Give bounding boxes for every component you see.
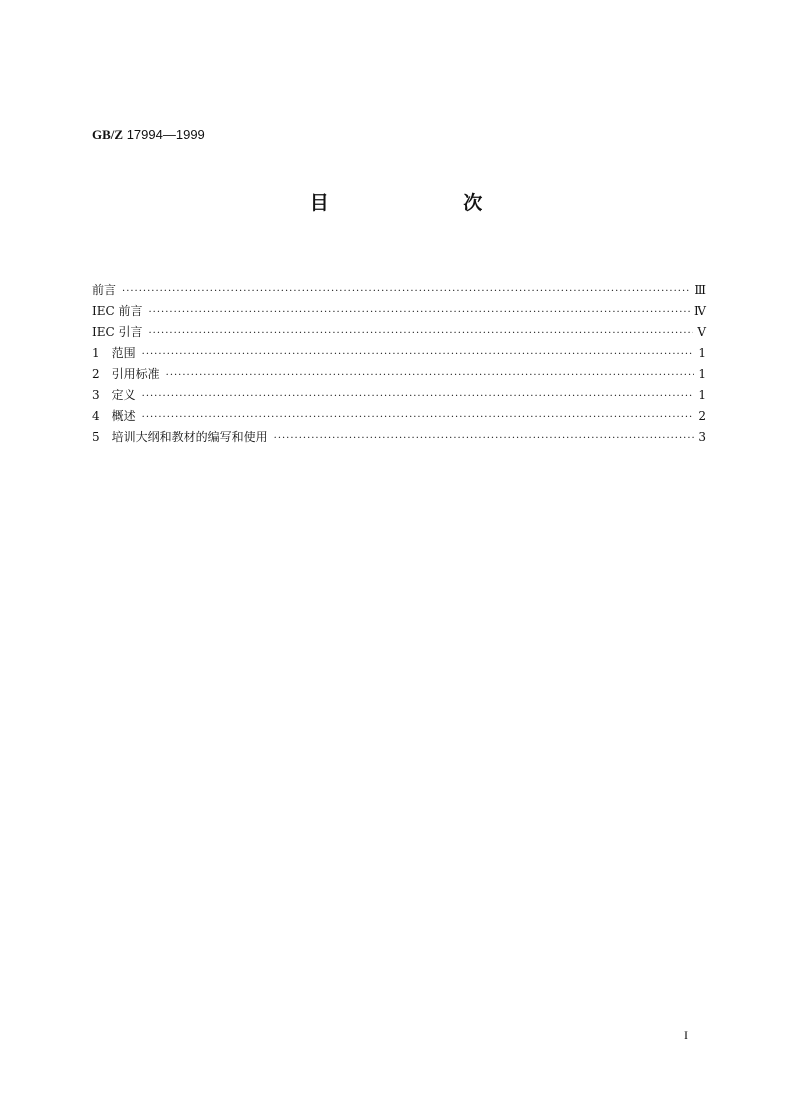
toc-label: 4 概述 [92, 409, 136, 423]
standard-number: 17994—1999 [126, 127, 205, 142]
toc-entry-iec-introduction[interactable] [92, 322, 706, 343]
toc-entry-overview[interactable] [92, 406, 706, 427]
toc-entry-definitions[interactable] [92, 385, 706, 406]
toc-label: 1 范围 [92, 346, 136, 360]
toc-page-number: Ⅳ [694, 304, 706, 318]
toc-label: 2 引用标准 [92, 367, 160, 381]
toc-leader-dots [122, 281, 690, 302]
toc-label: IEC 前言 [92, 304, 143, 318]
toc-entry-training-materials[interactable] [92, 427, 706, 448]
toc-leader-dots [142, 386, 695, 407]
toc-leader-dots [142, 344, 695, 365]
toc-page-number: 3 [698, 430, 706, 444]
toc-entry-iec-foreword[interactable] [92, 301, 706, 322]
toc-page-number: Ⅲ [694, 283, 706, 297]
toc-page-number: 1 [698, 388, 706, 402]
toc-label: 前言 [92, 283, 117, 297]
toc-leader-dots [149, 302, 691, 323]
toc-leader-dots [142, 407, 695, 428]
standard-code: GB/Z [92, 127, 124, 142]
toc-entry-scope[interactable] [92, 343, 706, 364]
toc-label: 5 培训大纲和教材的编写和使用 [92, 430, 268, 444]
toc-page-number: 1 [698, 346, 706, 360]
toc-leader-dots [166, 365, 695, 386]
table-of-contents [92, 280, 706, 448]
page-number: I [684, 1028, 688, 1042]
page-title: 目 次 [309, 192, 547, 214]
document-header [92, 127, 205, 143]
toc-entry-references[interactable] [92, 364, 706, 385]
toc-entry-foreword[interactable] [92, 280, 706, 301]
toc-page-number: 1 [698, 367, 706, 381]
toc-label: IEC 引言 [92, 325, 143, 339]
toc-page-number: 2 [698, 409, 706, 423]
toc-leader-dots [149, 323, 694, 344]
toc-leader-dots [274, 428, 695, 449]
toc-label: 3 定义 [92, 388, 136, 402]
toc-page-number: Ⅴ [697, 325, 706, 339]
